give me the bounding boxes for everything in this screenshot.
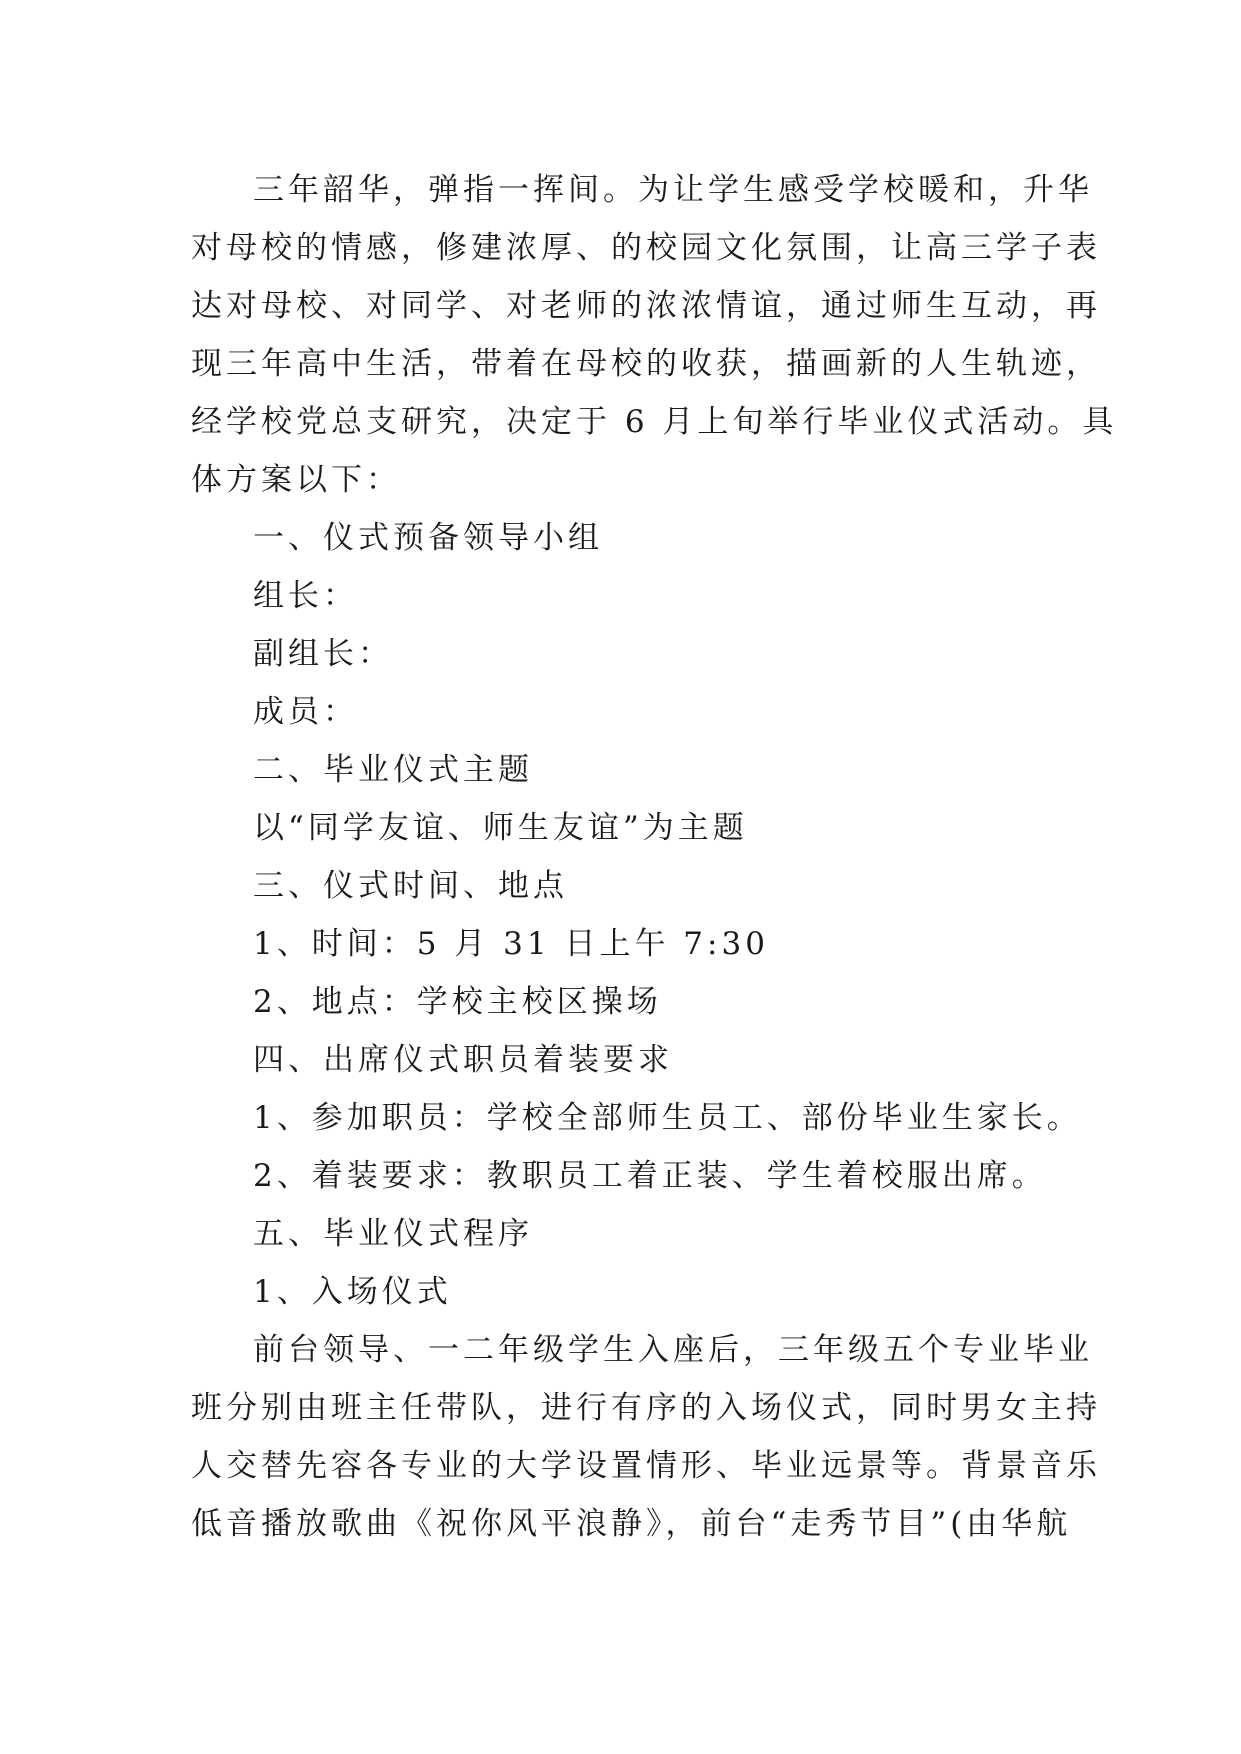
section-heading-4: 四、出席仪式职员着装要求 xyxy=(253,1042,673,1078)
procedure-paragraph-line-4: 低音播放歌曲《祝你风平浪静》，前台“走秀节目”(由华航 xyxy=(191,1506,1072,1542)
theme-line: 以“同学友谊、师生友谊”为主题 xyxy=(253,810,748,846)
paragraph-intro-line-5: 经学校党总支研究，决定于 6 月上旬举行毕业仪式活动。具 xyxy=(191,404,1118,440)
team-members-line: 成员： xyxy=(253,694,358,730)
document-body xyxy=(191,161,1118,1553)
section-heading-3: 三、仪式时间、地点 xyxy=(253,868,568,904)
paragraph-intro-line-6: 体方案以下： xyxy=(191,462,401,498)
location-line: 2、地点：学校主校区操场 xyxy=(253,984,662,1020)
attendees-line: 1、参加职员：学校全部师生员工、部份毕业生家长。 xyxy=(253,1100,1082,1136)
time-line: 1、时间：5 月 31 日上午 7:30 xyxy=(253,926,769,962)
dress-code-line: 2、着装要求：教职员工着正装、学生着校服出席。 xyxy=(253,1158,1047,1194)
paragraph-intro-line-4: 现三年高中生活，带着在母校的收获，描画新的人生轨迹， xyxy=(191,346,1101,382)
team-deputy-leader-line: 副组长： xyxy=(253,636,393,672)
team-leader-line: 组长： xyxy=(253,578,358,614)
paragraph-intro-line-3: 达对母校、对同学、对老师的浓浓情谊，通过师生互动，再 xyxy=(191,288,1101,324)
procedure-step-1-heading: 1、入场仪式 xyxy=(253,1274,452,1310)
procedure-paragraph-line-2: 班分别由班主任带队，进行有序的入场仪式，同时男女主持 xyxy=(191,1390,1101,1426)
paragraph-intro-line-1: 三年韶华，弹指一挥间。为让学生感受学校暖和，升华 xyxy=(253,172,1093,208)
section-heading-2: 二、毕业仪式主题 xyxy=(253,752,533,788)
procedure-paragraph-line-1: 前台领导、一二年级学生入座后，三年级五个专业毕业 xyxy=(253,1332,1093,1368)
section-heading-1: 一、仪式预备领导小组 xyxy=(253,520,603,556)
section-heading-5: 五、毕业仪式程序 xyxy=(253,1216,533,1252)
procedure-paragraph-line-3: 人交替先容各专业的大学设置情形、毕业远景等。背景音乐 xyxy=(191,1448,1101,1484)
paragraph-intro-line-2: 对母校的情感，修建浓厚、的校园文化氛围，让高三学子表 xyxy=(191,230,1101,266)
